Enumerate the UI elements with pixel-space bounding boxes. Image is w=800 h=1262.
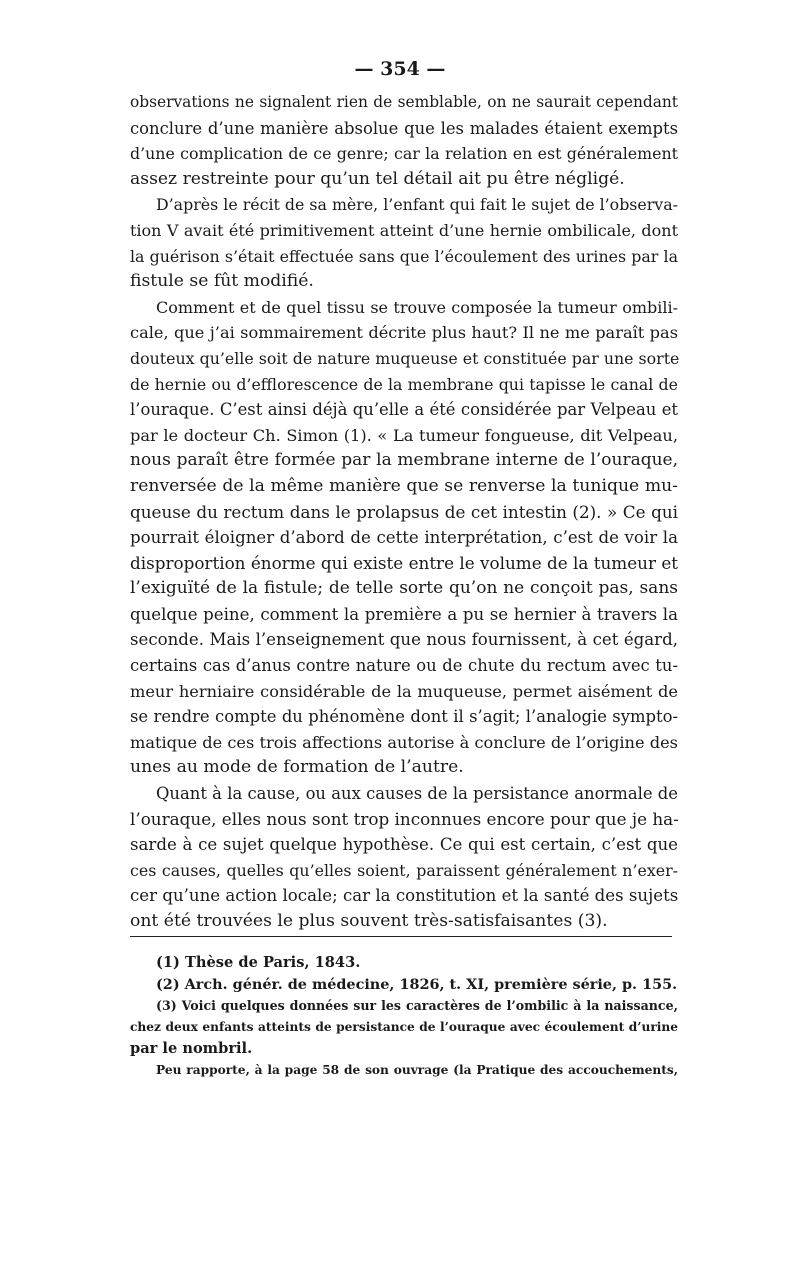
text-line: cale, que j’ai sommairement décrite plus haut? Il ne me paraît pas: [130, 323, 678, 343]
text-line: renversée de la même manière que se renverse la tunique mu-: [130, 475, 678, 496]
footnote: [130, 974, 678, 996]
text-line: assez restreinte pour qu’un tel détail ait pu être négligé.: [130, 168, 625, 189]
footnote-line: chez deux enfants atteints de persistance de l’ouraque avec écoulement d’urine: [130, 1019, 678, 1034]
text-line: fistule se fût modifié.: [130, 271, 314, 292]
text-line: certains cas d’anus contre nature ou de chute du rectum avec tu-: [130, 656, 678, 676]
text-line: la guérison s’était effectuée sans que l’écoulement des urines par la: [130, 246, 678, 266]
footnote: [130, 995, 678, 1060]
text-line: par le docteur Ch. Simon (1). « La tumeur fongueuse, dit Velpeau,: [130, 425, 678, 445]
text-line: meur herniaire considérable de la muqueuse, permet aisément de: [130, 681, 678, 701]
text-line: l’ouraque. C’est ainsi déjà qu’elle a été considérée par Velpeau et: [130, 400, 678, 420]
text-line: sarde à ce sujet quelque hypothèse. Ce qui est certain, c’est que: [130, 835, 678, 855]
body-text: [130, 90, 678, 935]
text-line: d’une complication de ce genre; car la relation en est généralement: [130, 144, 678, 164]
text-line: pourrait éloigner d’abord de cette interprétation, c’est de voir la: [130, 528, 678, 548]
footnote-line: (2) Arch. génér. de médecine, 1826, t. XI, première série, p. 155.: [156, 975, 678, 993]
footnote-line: (1) Thèse de Paris, 1843.: [156, 954, 361, 971]
text-line: cer qu’une action locale; car la constitution et la santé des sujets: [130, 886, 679, 906]
footnote: [130, 952, 678, 974]
text-line: de hernie ou d’efflorescence de la membrane qui tapisse le canal de: [130, 374, 678, 394]
paragraph: [130, 192, 678, 294]
text-line: Comment et de quel tissu se trouve composée la tumeur ombili-: [156, 297, 678, 317]
paragraph: [130, 781, 678, 935]
text-line: observations ne signalent rien de semblable, on ne saurait cependant: [130, 93, 678, 111]
text-line: conclure d’une manière absolue que les malades étaient exempts: [130, 118, 678, 138]
text-line: seconde. Mais l’enseignement que nous fournissent, à cet égard,: [130, 630, 678, 650]
text-line: ces causes, quelles qu’elles soient, paraissent généralement n’exer-: [130, 860, 678, 880]
text-line: quelque peine, comment la première a pu se hernier à travers la: [130, 604, 678, 624]
text-line: D’après le récit de sa mère, l’enfant qui fait le sujet de l’observa-: [156, 195, 678, 215]
text-line: ont été trouvées le plus souvent très-satisfaisantes (3).: [130, 911, 608, 931]
footnote-divider: [130, 936, 672, 937]
text-line: nous paraît être formée par la membrane interne de l’ouraque,: [130, 450, 678, 471]
text-line: l’exiguïté de la fistule; de telle sorte qu’on ne conçoit pas, sans: [130, 578, 678, 599]
paragraph: [130, 90, 678, 192]
text-line: tion V avait été primitivement atteint d’une hernie ombilicale, dont: [130, 220, 678, 240]
text-line: Quant à la cause, ou aux causes de la persistance anormale de: [156, 784, 678, 804]
paragraph: [130, 295, 678, 781]
footnote-line: par le nombril.: [130, 1040, 253, 1058]
footnote-line: (3) Voici quelques données sur les caractères de l’ombilic à la naissance,: [156, 998, 678, 1014]
text-line: douteux qu’elle soit de nature muqueuse et constituée par une sorte: [130, 348, 680, 368]
footnotes: [130, 952, 678, 1082]
text-line: queuse du rectum dans le prolapsus de cet intestin (2). » Ce qui: [130, 501, 678, 522]
footnote: [130, 1060, 678, 1082]
page-number: — 354 —: [354, 58, 446, 80]
text-line: unes au mode de formation de l’autre.: [130, 757, 464, 778]
text-line: l’ouraque, elles nous sont trop inconnues encore pour que je ha-: [130, 808, 679, 829]
text-line: se rendre compte du phénomène dont il s’agit; l’analogie sympto-: [130, 707, 678, 727]
footnote-line: Peu rapporte, à la page 58 de son ouvrage (la Pratique des accouchements,: [156, 1062, 678, 1077]
text-line: disproportion énorme qui existe entre le volume de la tumeur et: [130, 552, 678, 573]
text-line: matique de ces trois affections autorise à conclure de l’origine des: [130, 732, 678, 752]
